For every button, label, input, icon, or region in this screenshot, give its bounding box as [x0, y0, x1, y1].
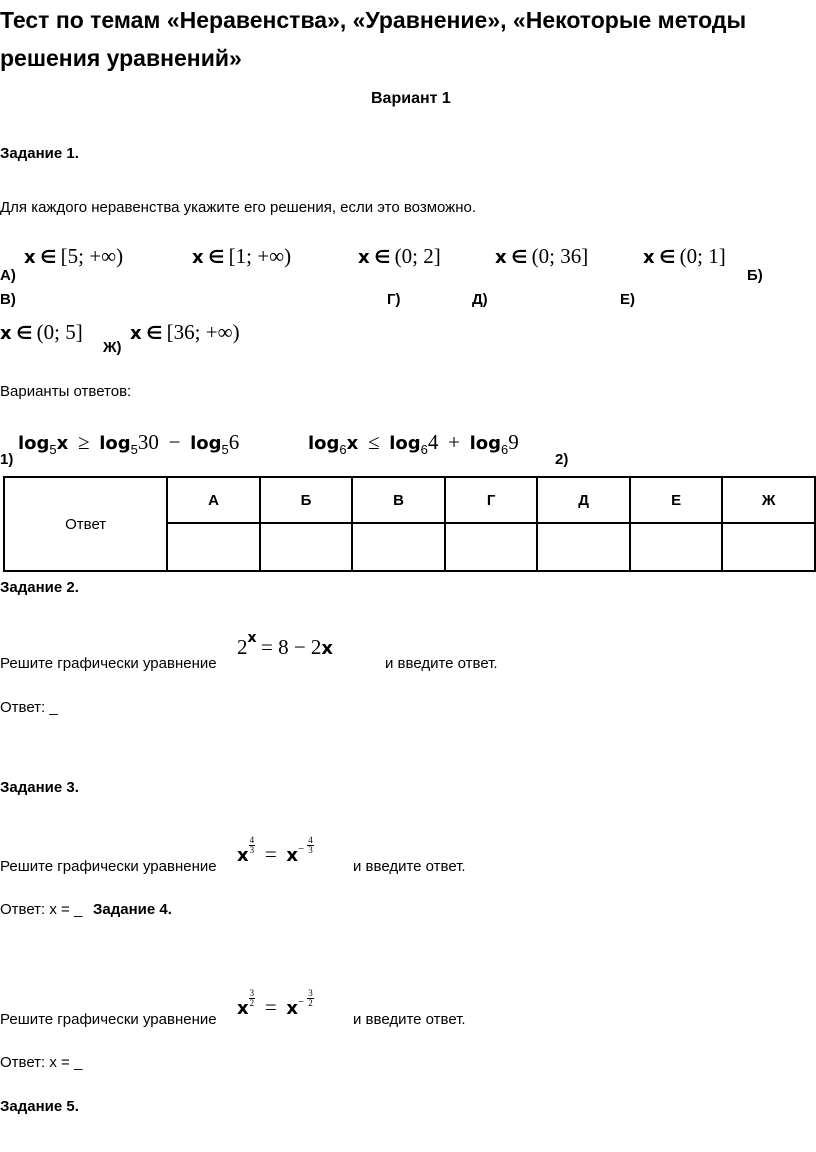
inequality-2-number: 2): [555, 451, 569, 468]
answer-table: [3, 476, 816, 572]
table-col-d: Д: [537, 477, 630, 523]
document-title-line1: Тест по темам «Неравенства», «Уравнение», «Некоторые методы: [0, 7, 747, 33]
task2-answer: Ответ: _: [0, 699, 58, 716]
answer-cell-g[interactable]: [445, 523, 538, 571]
table-col-e: Е: [630, 477, 723, 523]
task2-equation: 2x = 8 − 2x: [237, 630, 334, 659]
answer-cell-v[interactable]: [352, 523, 445, 571]
option-a-letter: А): [0, 267, 16, 284]
option-v-formula: x ∈ (0; 2]: [358, 244, 441, 268]
table-col-v: В: [352, 477, 445, 523]
task2-heading: Задание 2.: [0, 579, 79, 596]
option-d-letter: Д): [472, 291, 488, 308]
task2-prefix: Решите графически уравнение: [0, 655, 217, 672]
inequality-2: $\log_6x \le \log_64 + \log_69$: [308, 430, 519, 457]
variant-heading: Вариант 1: [371, 90, 451, 107]
table-col-g: Г: [445, 477, 538, 523]
option-zh-formula: x ∈ [36; +∞): [130, 320, 240, 344]
table-row-label: Ответ: [4, 477, 167, 571]
option-a-formula: x ∈ [5; +∞): [24, 244, 124, 268]
task1-instruction: Для каждого неравенства укажите его решения, если это возможно.: [0, 199, 477, 216]
task3-suffix: и введите ответ.: [353, 858, 466, 875]
task3-equation: x $\frac{4}{3}$ = x− $\frac{4}{3}$: [237, 835, 313, 866]
task4-answer: Ответ: x = _: [0, 1054, 83, 1071]
task4-prefix: Решите графически уравнение: [0, 1011, 217, 1028]
task2-suffix: и введите ответ.: [385, 655, 498, 672]
option-g-formula: x ∈ (0; 36]: [495, 244, 589, 268]
task4-equation: x $\frac{3}{2}$ = x− $\frac{3}{2}$: [237, 988, 313, 1019]
task3-answer: Ответ: x = _: [0, 901, 83, 918]
table-col-b: Б: [260, 477, 353, 523]
option-b-letter: Б): [747, 267, 763, 284]
option-e-formula: x ∈ (0; 5]: [0, 320, 83, 344]
option-b-formula: x ∈ [1; +∞): [192, 244, 292, 268]
option-zh-letter: Ж): [103, 339, 122, 356]
task3-prefix: Решите графически уравнение: [0, 858, 217, 875]
task5-heading: Задание 5.: [0, 1098, 79, 1115]
answer-cell-e[interactable]: [630, 523, 723, 571]
answer-cell-zh[interactable]: [722, 523, 815, 571]
option-e-letter: Е): [620, 291, 635, 308]
task1-heading: Задание 1.: [0, 145, 79, 162]
inequality-1: $\log_5x \ge \log_530 - \log_56$: [18, 430, 240, 457]
answer-cell-a[interactable]: [167, 523, 260, 571]
option-d-formula: x ∈ (0; 1]: [643, 244, 726, 268]
table-header-row: [4, 477, 815, 523]
option-v-letter: В): [0, 291, 16, 308]
task4-heading: Задание 4.: [93, 901, 172, 918]
document-title-line2: решения уравнений»: [0, 45, 242, 71]
answer-cell-b[interactable]: [260, 523, 353, 571]
answer-cell-d[interactable]: [537, 523, 630, 571]
task3-heading: Задание 3.: [0, 779, 79, 796]
answer-options-label: Варианты ответов:: [0, 383, 132, 400]
option-g-letter: Г): [387, 291, 401, 308]
inequality-1-number: 1): [0, 451, 14, 468]
table-col-zh: Ж: [722, 477, 815, 523]
task4-suffix: и введите ответ.: [353, 1011, 466, 1028]
table-col-a: А: [167, 477, 260, 523]
